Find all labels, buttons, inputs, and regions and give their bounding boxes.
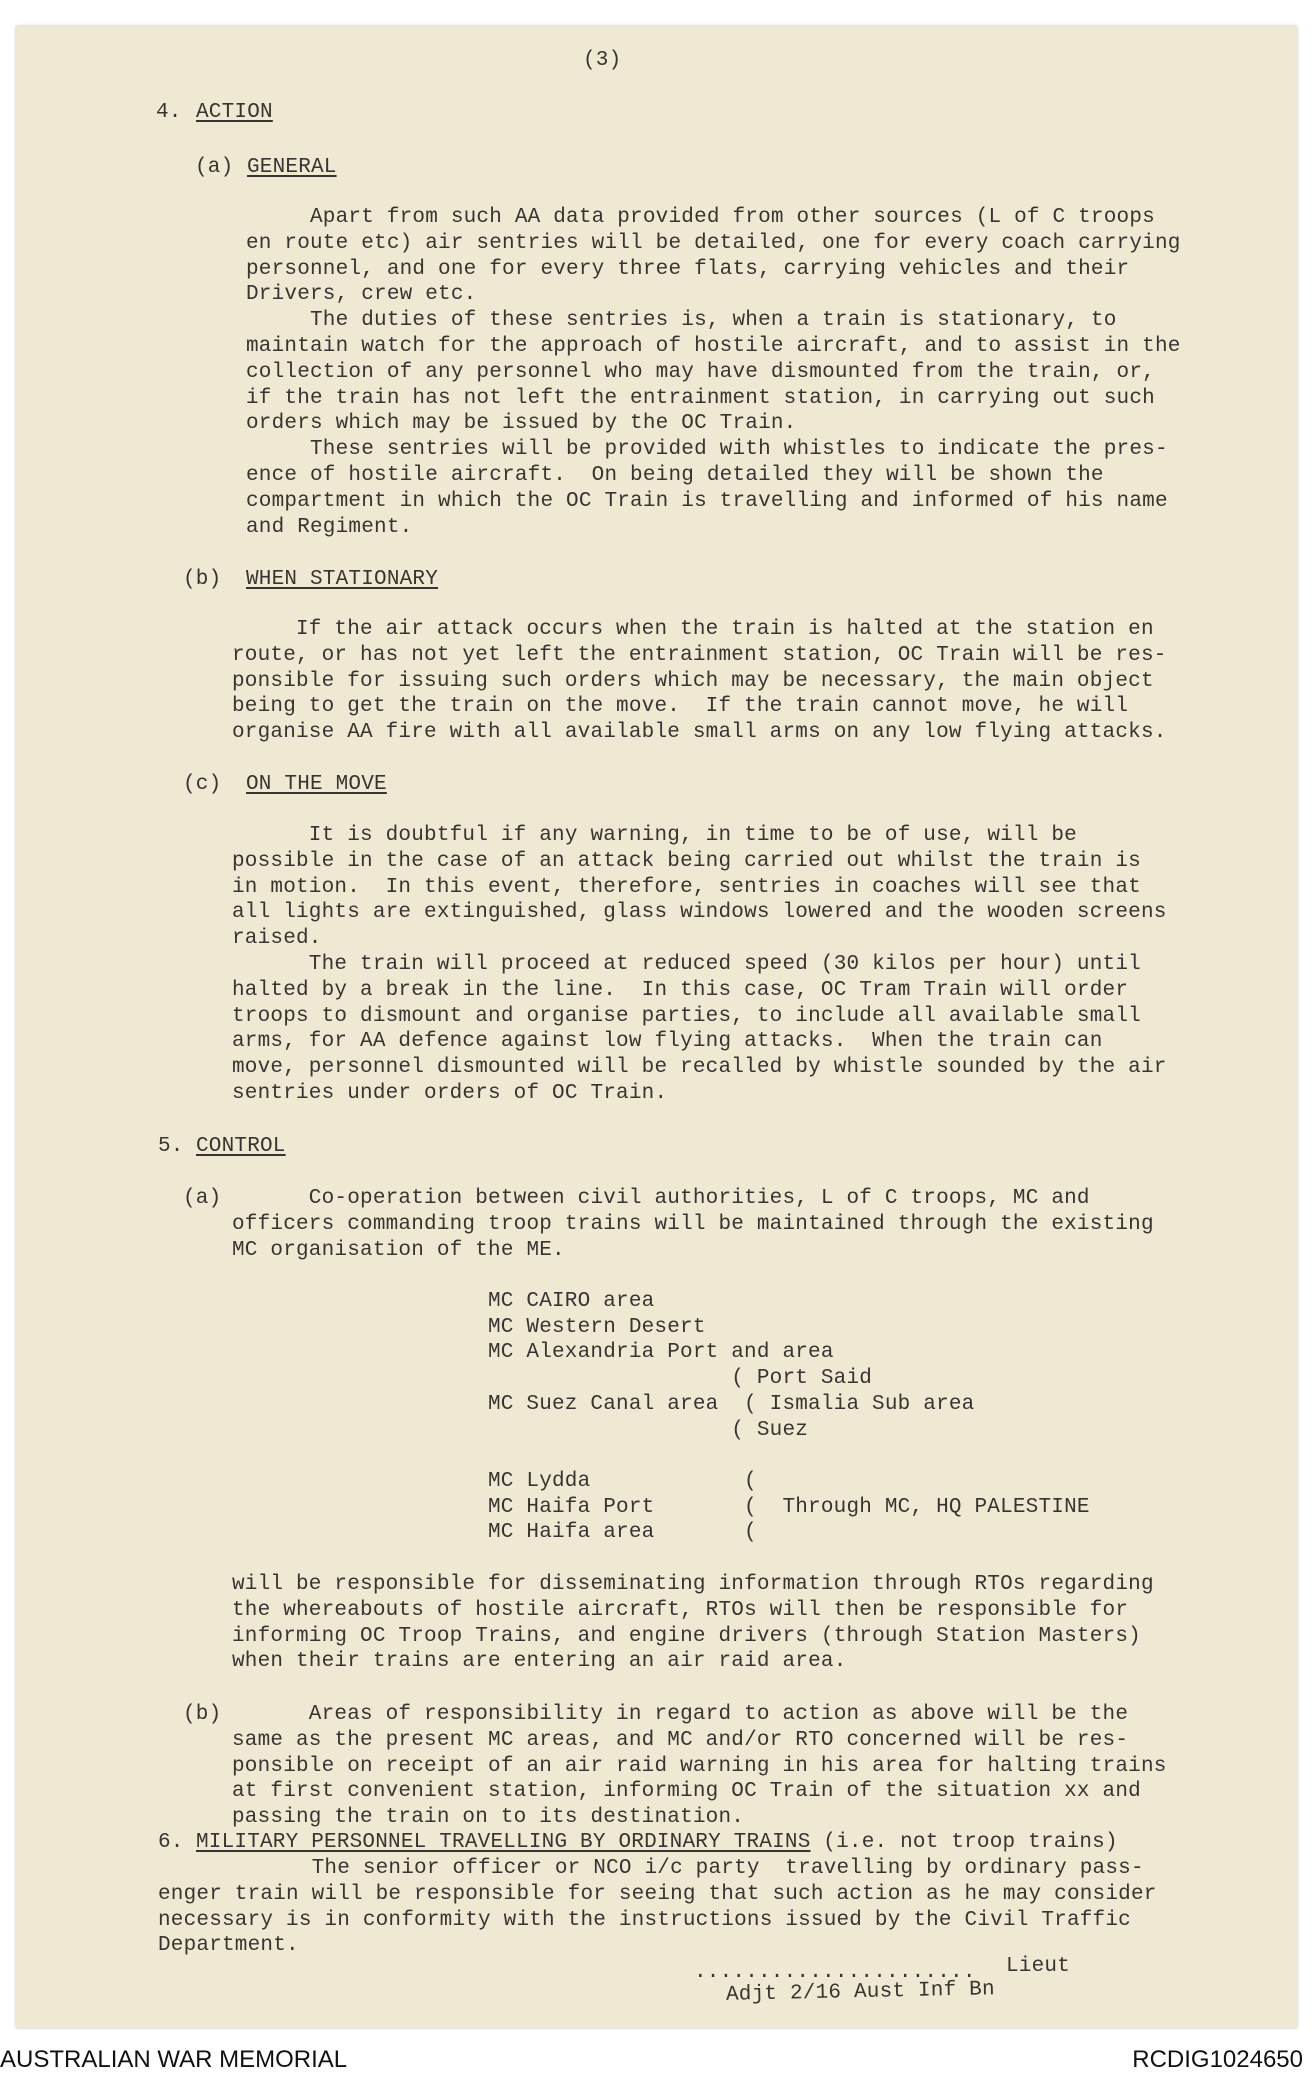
page-number: (3): [583, 49, 622, 72]
signature-rank: Lieut: [1006, 1955, 1071, 1978]
text-line: Co-operation between civil authorities, L of C troops, MC and: [232, 1187, 1090, 1210]
section-5a-label: (a): [183, 1187, 222, 1210]
text-line: MC CAIRO area: [488, 1290, 655, 1313]
section-4b-heading: WHEN STATIONARY: [246, 568, 439, 591]
text-line: arms, for AA defence against low flying attacks. When the train can: [232, 1030, 1103, 1054]
text-line: halted by a break in the line. In this case, OC Tram Train will order: [232, 978, 1129, 1002]
text-line: all lights are extinguished, glass windows lowered and the wooden screens: [232, 901, 1167, 925]
section-6-heading: MILITARY PERSONNEL TRAVELLING BY ORDINARY TRAINS: [196, 1831, 811, 1854]
text-line: Apart from such AA data provided from other sources (L of C troops: [246, 206, 1155, 229]
text-line: orders which may be issued by the OC Train.: [246, 412, 797, 436]
text-line: MC Western Desert: [488, 1315, 706, 1339]
section-4-number: 4.: [156, 101, 182, 124]
text-line: MC Alexandria Port and area: [488, 1341, 834, 1365]
text-line: the whereabouts of hostile aircraft, RTOs will then be responsible for: [232, 1598, 1129, 1622]
text-line: These sentries will be provided with whistles to indicate the pres-: [246, 438, 1168, 462]
footer-archive-name: AUSTRALIAN WAR MEMORIAL: [0, 2046, 348, 2073]
text-line: and Regiment.: [246, 515, 413, 539]
text-line: It is doubtful if any warning, in time to be of use, will be: [232, 824, 1077, 847]
text-line: possible in the case of an attack being carried out whilst the train is: [232, 849, 1141, 873]
footer-record-id: RCDIG1024650: [1132, 2046, 1303, 2073]
text-line: organise AA fire with all available small arms on any low flying attacks.: [232, 721, 1167, 745]
text-line: If the air attack occurs when the train is halted at the station en: [232, 618, 1154, 641]
text-line: maintain watch for the approach of hostile aircraft, and to assist in the: [246, 335, 1181, 358]
text-line: ponsible on receipt of an air raid warning in his area for halting trains: [232, 1754, 1167, 1778]
text-line: same as the present MC areas, and MC and/or RTO concerned will be res-: [232, 1728, 1129, 1752]
signature-title: Adjt 2/16 Aust Inf Bn: [725, 1978, 996, 2007]
section-4b-label: (b): [183, 568, 222, 591]
text-line: will be responsible for disseminating information through RTOs regarding: [232, 1573, 1154, 1596]
text-line: at first convenient station, informing OC Train of the situation xx and: [232, 1780, 1141, 1804]
text-line: MC Haifa Port ( Through MC, HQ PALESTINE: [488, 1495, 1090, 1519]
section-4a-label: (a): [195, 156, 234, 179]
text-line: being to get the train on the move. If the train cannot move, he will: [232, 695, 1129, 719]
text-line: in motion. In this event, therefore, sentries in coaches will see that: [232, 875, 1141, 899]
section-4a-heading: GENERAL: [247, 156, 337, 179]
section-6-heading-suffix: (i.e. not troop trains): [810, 1831, 1118, 1854]
text-line: informing OC Troop Trains, and engine drivers (through Station Masters): [232, 1624, 1141, 1648]
text-line: raised.: [232, 927, 322, 951]
section-5-heading: CONTROL: [196, 1135, 286, 1158]
text-line: passing the train on to its destination.: [232, 1806, 745, 1830]
text-line: The senior officer or NCO i/c party travelling by ordinary pass-: [158, 1857, 1144, 1880]
text-line: route, or has not yet left the entrainment station, OC Train will be res-: [232, 643, 1167, 667]
text-line: ence of hostile aircraft. On being detailed they will be shown the: [246, 464, 1104, 487]
text-line: Areas of responsibility in regard to action as above will be the: [232, 1703, 1129, 1726]
text-line: MC Suez Canal area ( Ismalia Sub area: [488, 1392, 975, 1416]
text-line: compartment in which the OC Train is travelling and informed of his name: [246, 489, 1168, 513]
section-4-heading: ACTION: [196, 101, 273, 124]
text-line: officers commanding troop trains will be maintained through the existing: [232, 1212, 1154, 1236]
section-4c-label: (c): [183, 773, 222, 796]
text-line: troops to dismount and organise parties, to include all available small: [232, 1004, 1141, 1028]
text-line: Drivers, crew etc.: [246, 283, 477, 307]
text-line: ( Suez: [488, 1418, 809, 1442]
text-line: personnel, and one for every three flats, carrying vehicles and their: [246, 257, 1130, 281]
text-line: when their trains are entering an air raid area.: [232, 1650, 847, 1674]
text-line: enger train will be responsible for seeing that such action as he may consider: [158, 1882, 1157, 1906]
text-line: Department.: [158, 1934, 299, 1958]
text-line: MC Lydda (: [488, 1469, 757, 1493]
text-line: collection of any personnel who may have dismounted from the train, or,: [246, 360, 1155, 384]
section-6-number: 6.: [158, 1831, 184, 1854]
text-line: MC organisation of the ME.: [232, 1238, 565, 1262]
signature-dots: ......................: [694, 1961, 976, 1984]
section-5-number: 5.: [158, 1135, 184, 1158]
section-5b-label: (b): [183, 1703, 222, 1726]
section-4c-heading: ON THE MOVE: [246, 773, 387, 796]
text-line: The train will proceed at reduced speed (30 kilos per hour) until: [232, 953, 1141, 976]
text-line: move, personnel dismounted will be recalled by whistle sounded by the air: [232, 1056, 1167, 1080]
text-line: if the train has not left the entrainment station, in carrying out such: [246, 386, 1155, 410]
text-line: ( Port Said: [488, 1367, 873, 1391]
text-line: MC Haifa area (: [488, 1521, 757, 1545]
text-line: The duties of these sentries is, when a train is stationary, to: [246, 309, 1117, 333]
section-6-heading-line: [196, 1830, 1118, 1856]
text-line: necessary is in conformity with the instructions issued by the Civil Traffic: [158, 1908, 1131, 1932]
text-line: ponsible for issuing such orders which may be necessary, the main object: [232, 669, 1154, 693]
text-line: en route etc) air sentries will be detailed, one for every coach carrying: [246, 231, 1181, 255]
text-line: sentries under orders of OC Train.: [232, 1082, 668, 1105]
